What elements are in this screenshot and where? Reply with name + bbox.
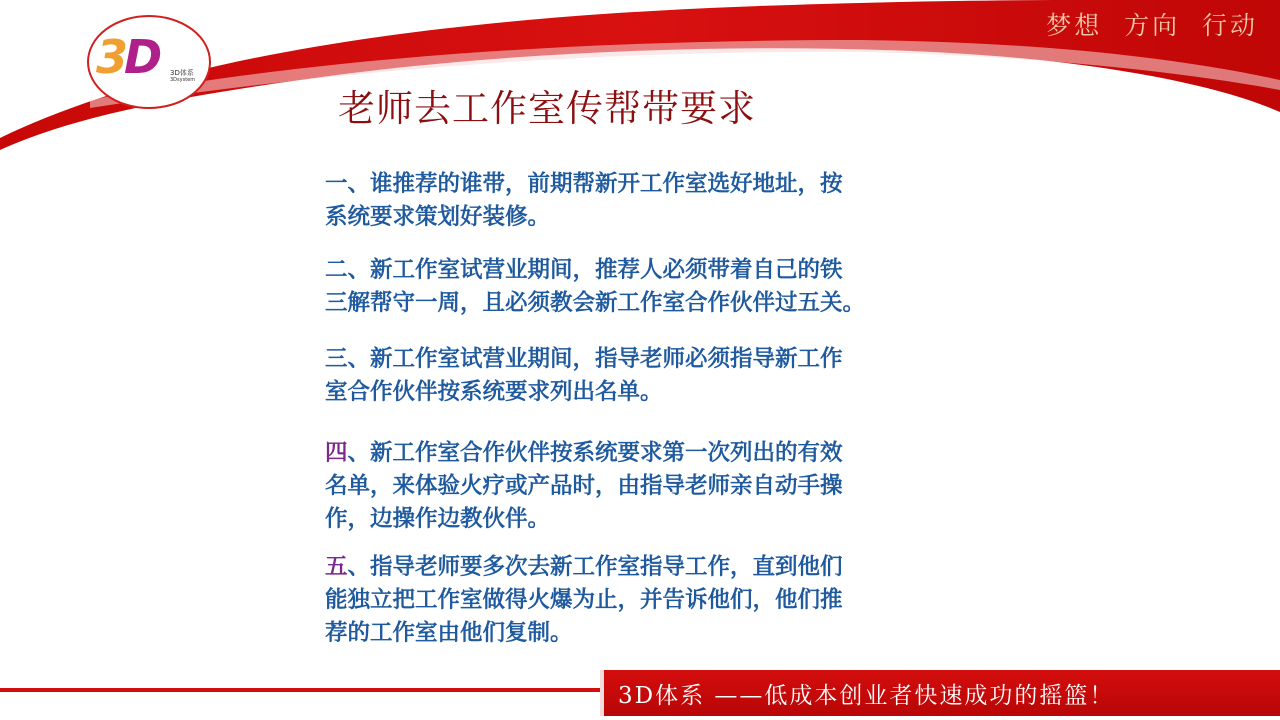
logo-sub-en: 3Dsystem xyxy=(170,77,196,83)
requirement-item-3 xyxy=(325,343,965,409)
requirement-item-4 xyxy=(325,437,965,536)
logo xyxy=(86,14,212,110)
logo-sub-cn: 3D体系 xyxy=(170,69,194,77)
requirement-item-5 xyxy=(325,551,965,650)
item-text: 、新工作室试营业期间，推荐人必须带着自己的铁 三解帮守一周，且必须教会新工作室合作伙伴过五关。 xyxy=(325,257,866,316)
footer-banner xyxy=(600,670,1280,716)
logo-mark xyxy=(96,32,158,82)
item-number: 三 xyxy=(325,346,348,372)
slogan: 梦想 方向 行动 xyxy=(1046,11,1258,40)
logo-mark-3: 3 xyxy=(96,30,125,84)
item-text: 、新工作室试营业期间，指导老师必须指导新工作 室合作伙伴按系统要求列出名单。 xyxy=(325,346,843,405)
item-number: 二 xyxy=(325,257,348,283)
requirements-list xyxy=(325,168,965,650)
footer-line xyxy=(0,688,604,692)
item-number: 五 xyxy=(325,554,348,580)
item-text: 、谁推荐的谁带，前期帮新开工作室选好地址，按 系统要求策划好装修。 xyxy=(325,171,843,230)
item-text: 、新工作室合作伙伴按系统要求第一次列出的有效 名单，来体验火疗或产品时，由指导老师亲自动手操 作，边操作边教伙伴。 xyxy=(325,440,843,532)
item-number: 四 xyxy=(325,440,348,466)
footer-text: 3D体系 ——低成本创业者快速成功的摇篮！ xyxy=(618,683,1115,709)
requirement-item-2 xyxy=(325,254,965,320)
item-text: 、指导老师要多次去新工作室指导工作，直到他们 能独立把工作室做得火爆为止，并告诉他们，他们推 荐的工作室由他们复制。 xyxy=(325,554,843,646)
requirement-item-1 xyxy=(325,168,965,234)
logo-mark-d: D xyxy=(124,30,159,84)
item-number: 一 xyxy=(325,171,348,197)
page-title: 老师去工作室传帮带要求 xyxy=(338,87,756,130)
